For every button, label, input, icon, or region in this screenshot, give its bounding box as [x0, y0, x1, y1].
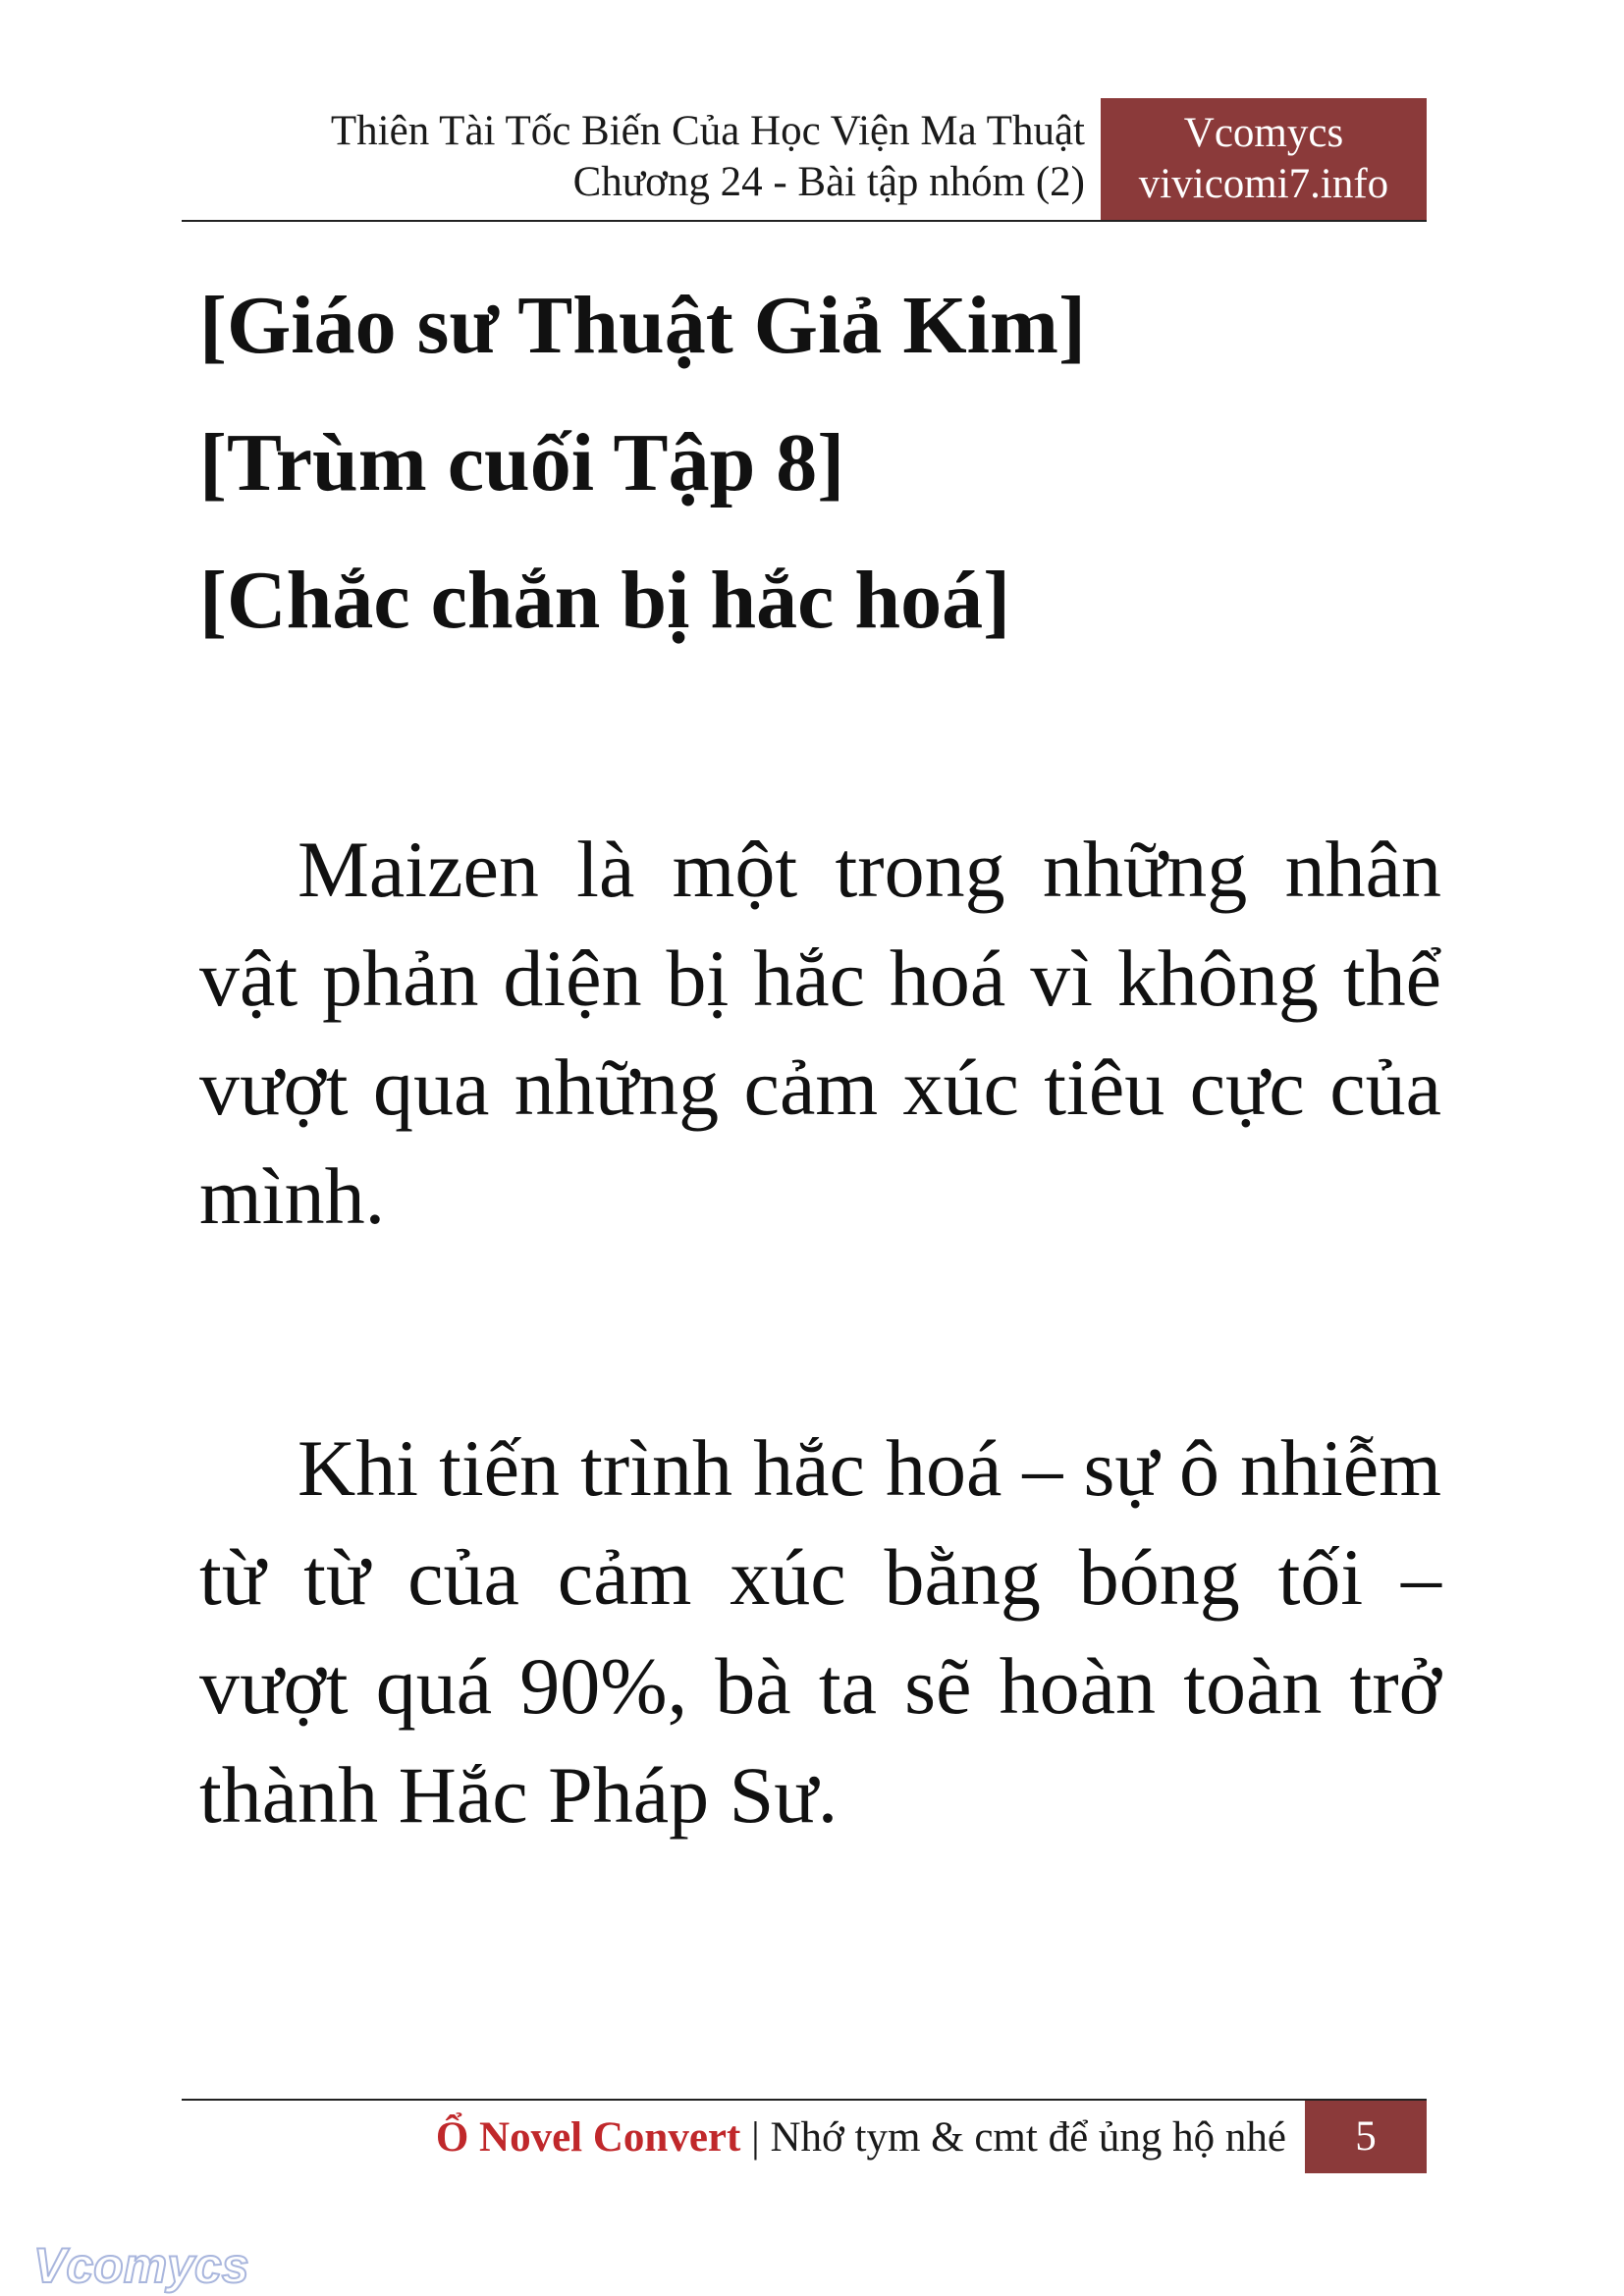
page-number: 5 [1305, 2101, 1427, 2173]
footer-divider [182, 2099, 1427, 2101]
tag-corrupted: [Chắc chắn bị hắc hoá] [199, 555, 1011, 646]
book-title: Thiên Tài Tốc Biến Của Học Viện Ma Thuật [330, 108, 1085, 154]
brand-site: vivicomi7.info [1138, 161, 1389, 207]
tag-final-boss: [Trùm cuối Tập 8] [199, 417, 845, 508]
brand-box [1101, 98, 1427, 220]
tag-alchemy-professor: [Giáo sư Thuật Giả Kim] [199, 280, 1086, 371]
paragraph-2: Khi tiến trình hắc hoá – sự ô nhiễm từ từ của cảm xúc bằng bóng tối – vượt quá 90%, bà ta sẽ hoàn toàn trở thành Hắc Pháp Sư. [199, 1423, 1441, 1840]
header-divider [182, 220, 1427, 222]
footer-separator: | [751, 2114, 760, 2161]
chapter-title: Chương 24 - Bài tập nhóm (2) [572, 159, 1085, 205]
running-header [177, 106, 1085, 208]
footer-message: Nhớ tym & cmt để ủng hộ nhé [770, 2114, 1286, 2161]
watermark-text: Vcomycs [33, 2238, 249, 2293]
paragraph-1: Maizen là một trong những nhân vật phản diện bị hắc hoá vì không thể vượt qua những cảm xúc tiêu cực của mình. [199, 825, 1441, 1241]
brand-name: Vcomycs [1183, 110, 1344, 156]
footer-credit [182, 2109, 1286, 2167]
footer-brand: Ổ Novel Convert [435, 2114, 741, 2161]
vcomycs-watermark-logo [29, 2233, 255, 2296]
